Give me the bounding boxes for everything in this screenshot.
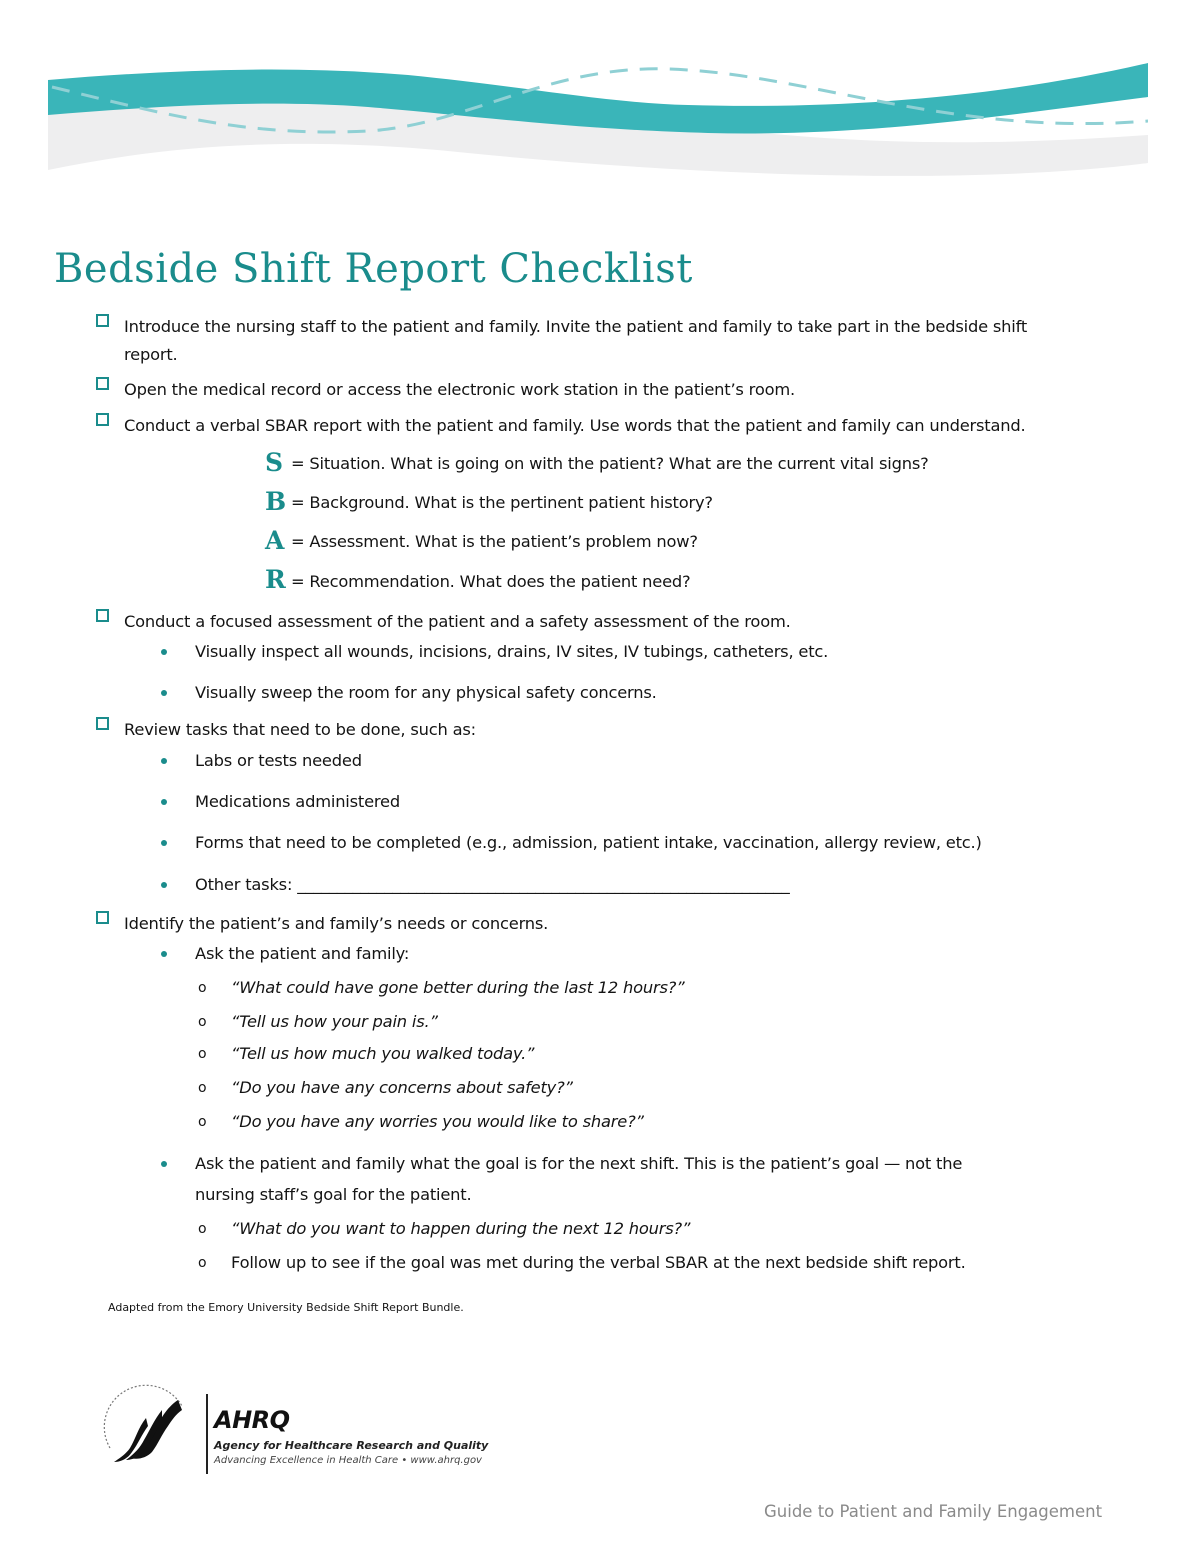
- item-introduce-line1: Introduce the nursing staff to the patient and family. Invite the patient and family to take part in the bedside shift: [124, 317, 1028, 336]
- sbar-recommendation: = Recommendation. What does the patient need?: [291, 572, 691, 591]
- bullet-dot: [161, 882, 167, 888]
- sbar-letter-b: B: [265, 487, 287, 516]
- checkbox-conduct-sbar[interactable]: [96, 413, 109, 426]
- follow-up-goal: Follow up to see if the goal was met during the verbal SBAR at the next bedside shift report.: [231, 1253, 966, 1272]
- sub-bullet-marker: o: [198, 1080, 207, 1096]
- bullet-dot: [161, 799, 167, 805]
- sbar-situation: = Situation. What is going on with the patient? What are the current vital signs?: [291, 454, 929, 473]
- sbar-assessment: = Assessment. What is the patient’s problem now?: [291, 532, 698, 551]
- question-pain: “Tell us how your pain is.”: [231, 1012, 438, 1031]
- bullet-dot: [161, 840, 167, 846]
- question-worries: “Do you have any worries you would like to share?”: [231, 1112, 644, 1131]
- checkbox-focused-assessment[interactable]: [96, 609, 109, 622]
- item-open-record: Open the medical record or access the electronic work station in the patient’s room.: [124, 380, 795, 399]
- question-walked: “Tell us how much you walked today.”: [231, 1044, 535, 1063]
- checkbox-open-record[interactable]: [96, 377, 109, 390]
- item-focused-assessment: Conduct a focused assessment of the patient and a safety assessment of the room.: [124, 612, 791, 631]
- ahrq-agency-name: Agency for Healthcare Research and Quality: [214, 1439, 489, 1452]
- checkbox-review-tasks[interactable]: [96, 717, 109, 730]
- bullet-medications: Medications administered: [195, 792, 401, 811]
- checkbox-identify-needs[interactable]: [96, 911, 109, 924]
- bullet-ask-patient: Ask the patient and family:: [195, 944, 410, 963]
- question-safety: “Do you have any concerns about safety?”: [231, 1078, 573, 1097]
- sub-bullet-marker: o: [198, 1221, 207, 1237]
- ahrq-wordmark: AHRQ: [214, 1406, 290, 1434]
- sub-bullet-marker: o: [198, 1114, 207, 1130]
- bullet-goal-line2: nursing staff’s goal for the patient.: [195, 1185, 472, 1204]
- header-wave-banner: [48, 45, 1148, 185]
- bullet-forms: Forms that need to be completed (e.g., admission, patient intake, vaccination, allergy review, etc.): [195, 833, 982, 852]
- bullet-dot: [161, 758, 167, 764]
- question-better: “What could have gone better during the last 12 hours?”: [231, 978, 685, 997]
- bullet-dot: [161, 951, 167, 957]
- question-next-12-hours: “What do you want to happen during the next 12 hours?”: [231, 1219, 691, 1238]
- sub-bullet-marker: o: [198, 980, 207, 996]
- bullet-inspect-wounds: Visually inspect all wounds, incisions, drains, IV sites, IV tubings, catheters, etc.: [195, 642, 829, 661]
- item-introduce-line2: report.: [124, 345, 178, 364]
- bullet-goal-line1: Ask the patient and family what the goal is for the next shift. This is the patient’s goal — not the: [195, 1154, 963, 1173]
- page-title: Bedside Shift Report Checklist: [54, 246, 693, 292]
- bullet-labs: Labs or tests needed: [195, 751, 362, 770]
- item-review-tasks: Review tasks that need to be done, such as:: [124, 720, 476, 739]
- bullet-dot: [161, 649, 167, 655]
- bullet-other-tasks: Other tasks: ______________________________________________________________: [195, 875, 790, 894]
- item-conduct-sbar: Conduct a verbal SBAR report with the patient and family. Use words that the patient and family can understand.: [124, 416, 1026, 435]
- sub-bullet-marker: o: [198, 1046, 207, 1062]
- ahrq-logo: [96, 1378, 489, 1478]
- item-identify-needs: Identify the patient’s and family’s needs or concerns.: [124, 914, 549, 933]
- sbar-letter-a: A: [265, 526, 285, 555]
- sbar-background: = Background. What is the pertinent patient history?: [291, 493, 713, 512]
- sbar-letter-r: R: [265, 565, 286, 594]
- logo-divider: [206, 1394, 208, 1474]
- bullet-dot: [161, 1161, 167, 1167]
- footer-title: Guide to Patient and Family Engagement: [764, 1502, 1103, 1521]
- sub-bullet-marker: o: [198, 1255, 207, 1271]
- sbar-letter-s: S: [265, 448, 284, 477]
- hhs-seal-icon: [96, 1378, 196, 1478]
- bullet-dot: [161, 690, 167, 696]
- ahrq-tagline: Advancing Excellence in Health Care • www.ahrq.gov: [214, 1455, 482, 1466]
- checkbox-introduce[interactable]: [96, 314, 109, 327]
- bullet-sweep-room: Visually sweep the room for any physical safety concerns.: [195, 683, 657, 702]
- sub-bullet-marker: o: [198, 1014, 207, 1030]
- footnote: Adapted from the Emory University Bedside Shift Report Bundle.: [108, 1301, 464, 1314]
